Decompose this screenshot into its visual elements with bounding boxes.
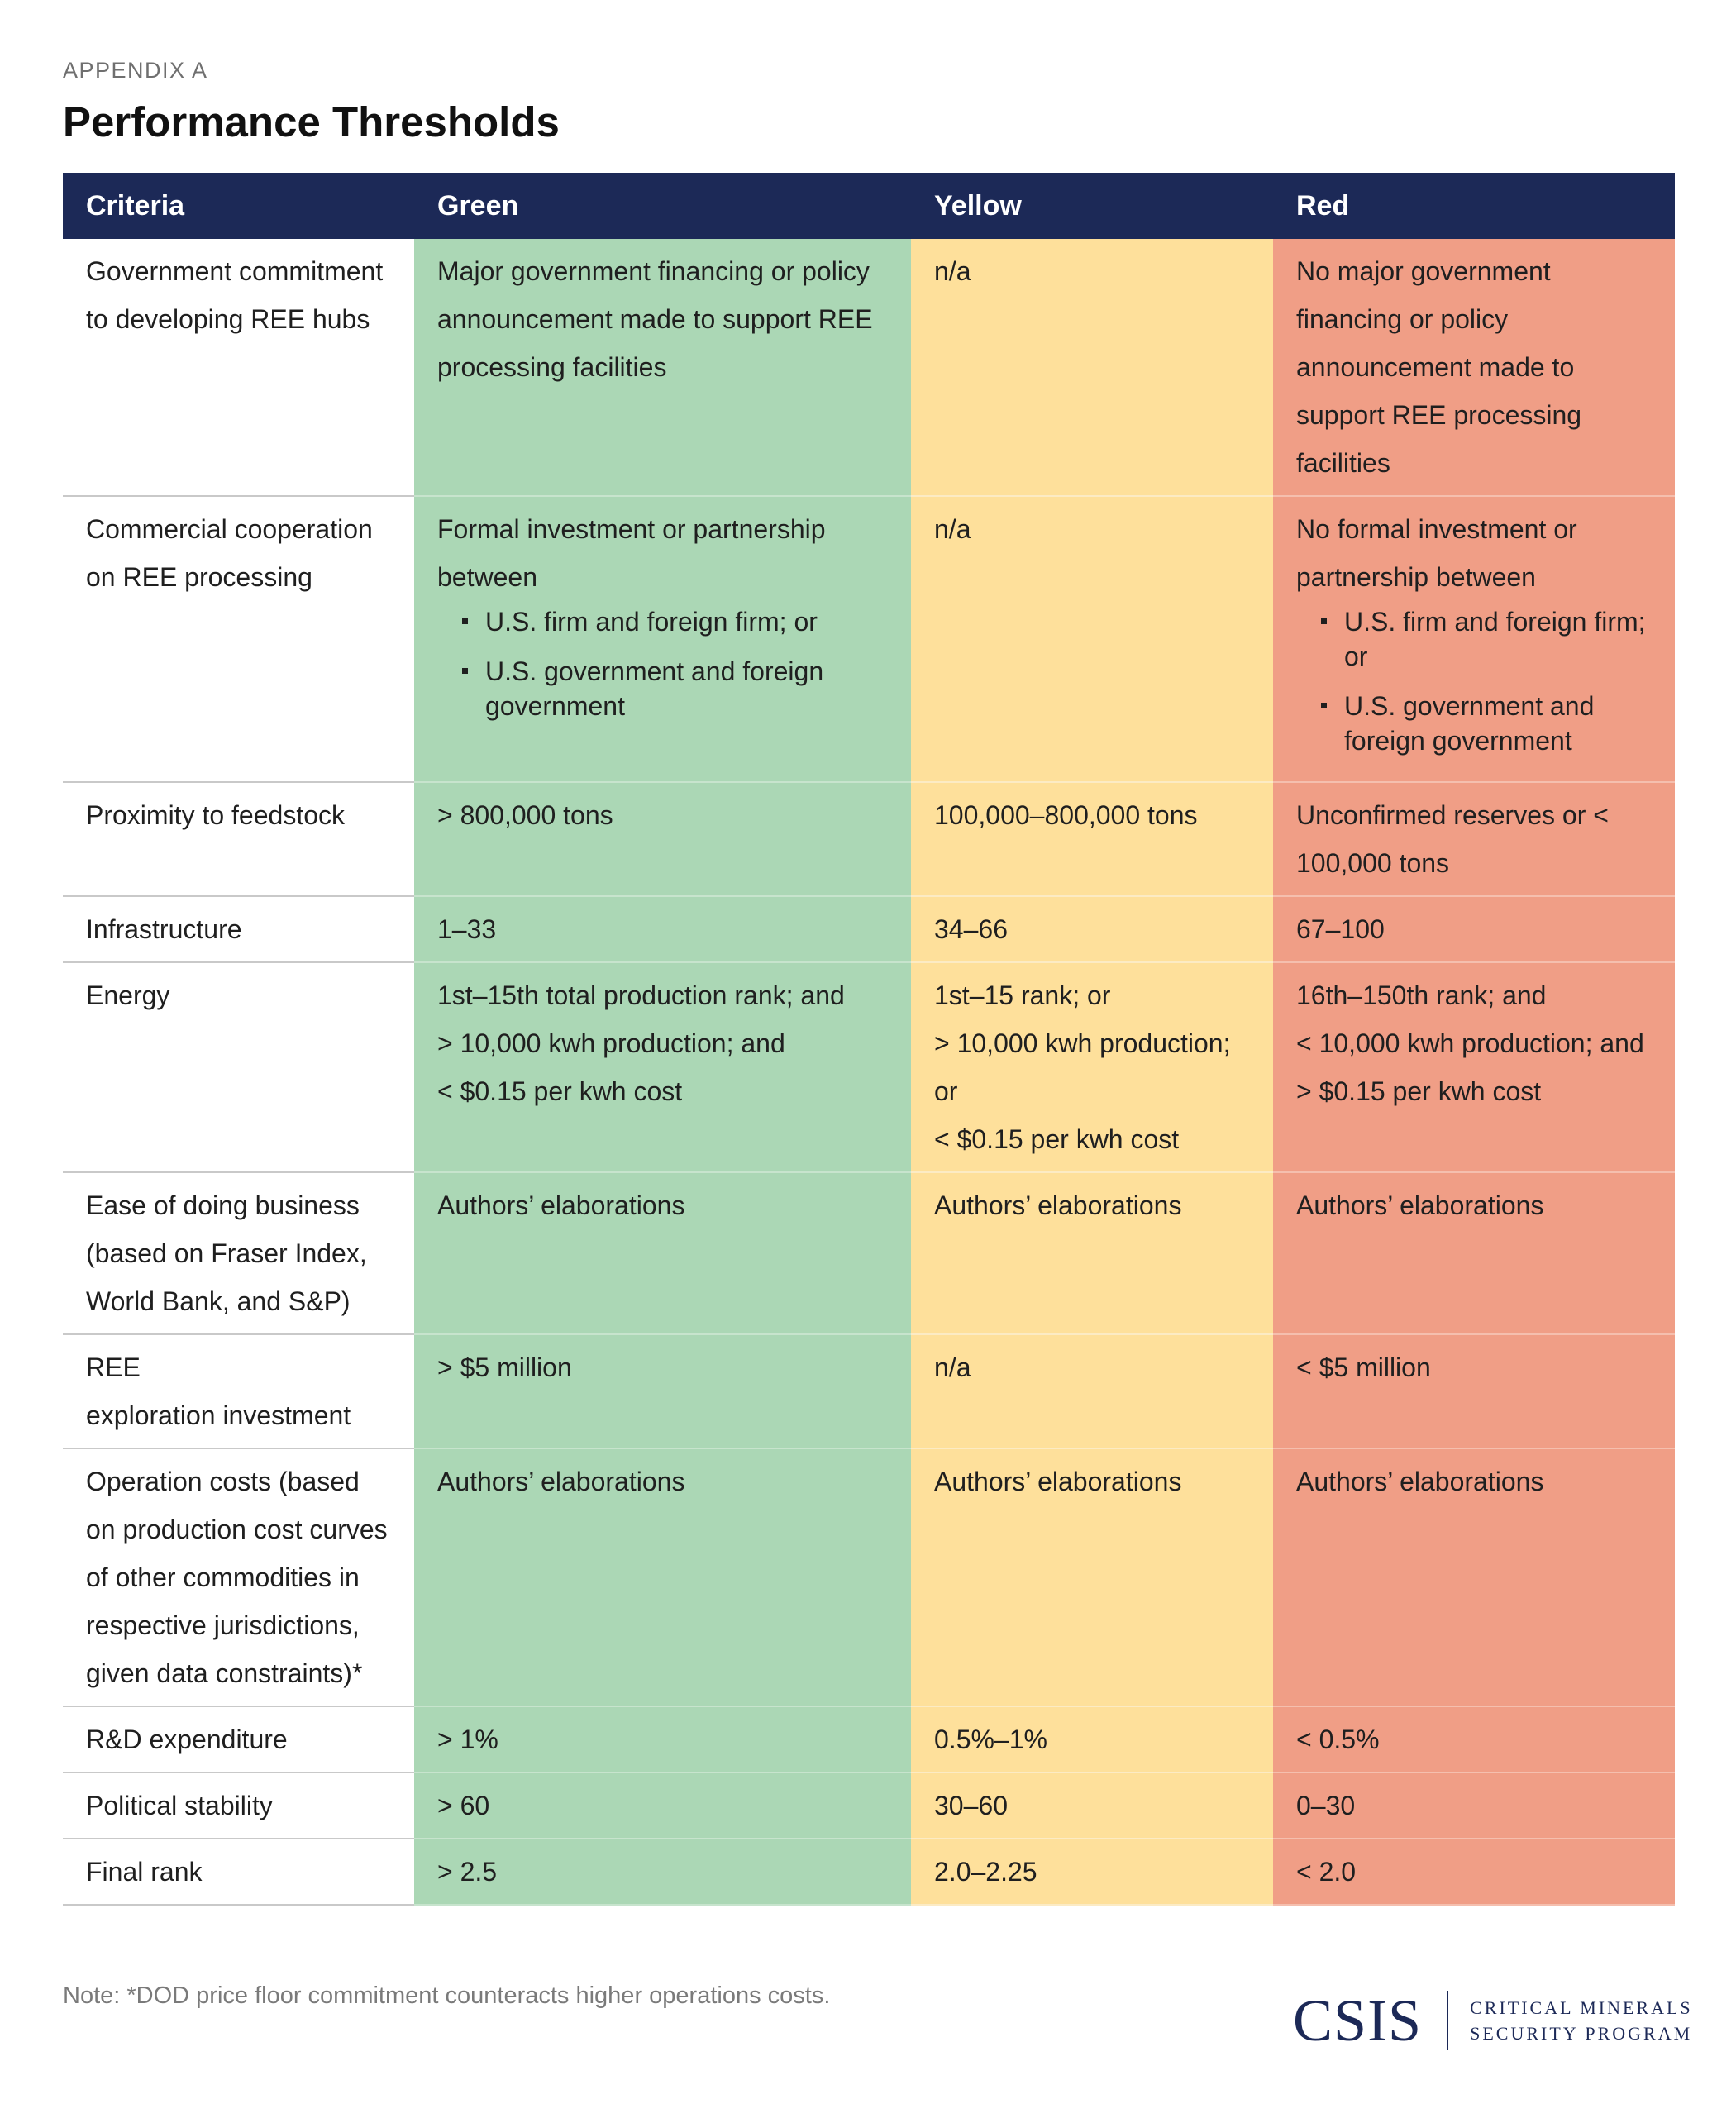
green-cell-text: Formal investment or partnership between: [437, 514, 826, 592]
yellow-cell: n/a: [911, 496, 1273, 782]
red-bullet-list: [1296, 604, 1652, 758]
column-header-yellow: Yellow: [911, 173, 1273, 239]
page-title: Performance Thresholds: [63, 98, 560, 146]
column-header-red: Red: [1273, 173, 1675, 239]
table-row: [63, 1772, 1675, 1839]
bullet-item: U.S. government and foreign government: [462, 654, 888, 723]
yellow-cell: Authors’ elaborations: [911, 1448, 1273, 1706]
red-line: > $0.15 per kwh cost: [1296, 1076, 1542, 1106]
appendix-label: APPENDIX A: [63, 58, 208, 83]
red-cell: Unconfirmed reserves or < 100,000 tons: [1273, 782, 1675, 896]
table-header-row: [63, 173, 1675, 239]
criteria-cell: [63, 1334, 414, 1448]
red-cell: < 0.5%: [1273, 1706, 1675, 1772]
red-cell: Authors’ elaborations: [1273, 1172, 1675, 1334]
table-row: [63, 962, 1675, 1172]
column-header-green: Green: [414, 173, 911, 239]
criteria-cell: Infrastructure: [63, 896, 414, 962]
green-cell: > 60: [414, 1772, 911, 1839]
green-cell: > 800,000 tons: [414, 782, 911, 896]
green-line: 1st–15th total production rank; and: [437, 980, 845, 1010]
bullet-item: U.S. firm and foreign firm; or: [462, 604, 888, 639]
yellow-cell: Authors’ elaborations: [911, 1172, 1273, 1334]
table-row: [63, 1706, 1675, 1772]
criteria-cell: Final rank: [63, 1839, 414, 1905]
green-bullet-list: [437, 604, 888, 723]
yellow-cell: 34–66: [911, 896, 1273, 962]
green-cell: Major government financing or policy announcement made to support REE processing facilities: [414, 239, 911, 496]
red-line: 16th–150th rank; and: [1296, 980, 1547, 1010]
red-cell: 67–100: [1273, 896, 1675, 962]
red-cell: No major government financing or policy announcement made to support REE processing facilities: [1273, 239, 1675, 496]
table-row: [63, 496, 1675, 782]
bullet-item: U.S. firm and foreign firm; or: [1321, 604, 1652, 674]
column-header-criteria: Criteria: [63, 173, 414, 239]
criteria-cell: Operation costs (based on production cost curves of other commodities in respective jurisdictions, given data constraints)*: [63, 1448, 414, 1706]
green-line: < $0.15 per kwh cost: [437, 1076, 683, 1106]
red-cell: < $5 million: [1273, 1334, 1675, 1448]
criteria-cell: Energy: [63, 962, 414, 1172]
green-line: > 10,000 kwh production; and: [437, 1028, 785, 1058]
yellow-cell: [911, 962, 1273, 1172]
yellow-cell: 100,000–800,000 tons: [911, 782, 1273, 896]
footnote: Note: *DOD price floor commitment counteracts higher operations costs.: [63, 1982, 831, 2009]
green-cell: [414, 496, 911, 782]
bullet-item: U.S. government and foreign government: [1321, 689, 1652, 758]
yellow-cell: n/a: [911, 239, 1273, 496]
criteria-cell: Ease of doing business (based on Fraser Index, World Bank, and S&P): [63, 1172, 414, 1334]
table-row: [63, 1839, 1675, 1905]
program-name: [1470, 1995, 1693, 2046]
green-cell: > $5 million: [414, 1334, 911, 1448]
table-row: [63, 782, 1675, 896]
green-cell: 1–33: [414, 896, 911, 962]
red-line: < 10,000 kwh production; and: [1296, 1028, 1644, 1058]
program-name-line: CRITICAL MINERALS: [1470, 1997, 1693, 2018]
table-row: [63, 1172, 1675, 1334]
criteria-cell: R&D expenditure: [63, 1706, 414, 1772]
criteria-cell: Government commitment to developing REE hubs: [63, 239, 414, 496]
red-cell: Authors’ elaborations: [1273, 1448, 1675, 1706]
criteria-line: exploration investment: [86, 1400, 351, 1430]
green-cell: > 1%: [414, 1706, 911, 1772]
table-row: [63, 896, 1675, 962]
table-row: [63, 1448, 1675, 1706]
criteria-cell: Commercial cooperation on REE processing: [63, 496, 414, 782]
green-cell: [414, 962, 911, 1172]
table-row: [63, 239, 1675, 496]
green-cell: Authors’ elaborations: [414, 1448, 911, 1706]
table-row: [63, 1334, 1675, 1448]
yellow-cell: 0.5%–1%: [911, 1706, 1273, 1772]
yellow-cell: 2.0–2.25: [911, 1839, 1273, 1905]
yellow-cell: n/a: [911, 1334, 1273, 1448]
logo-divider: [1447, 1991, 1448, 2050]
yellow-cell: 30–60: [911, 1772, 1273, 1839]
yellow-line: < $0.15 per kwh cost: [934, 1124, 1180, 1154]
criteria-cell: Political stability: [63, 1772, 414, 1839]
red-cell: [1273, 962, 1675, 1172]
criteria-cell: Proximity to feedstock: [63, 782, 414, 896]
program-name-line: SECURITY PROGRAM: [1470, 2023, 1693, 2044]
yellow-line: > 10,000 kwh production; or: [934, 1028, 1231, 1106]
red-cell-text: No formal investment or partnership between: [1296, 514, 1577, 592]
csis-logo: [1293, 1989, 1693, 2052]
performance-thresholds-table: [63, 173, 1675, 1906]
criteria-line: REE: [86, 1353, 141, 1382]
green-cell: Authors’ elaborations: [414, 1172, 911, 1334]
red-cell: 0–30: [1273, 1772, 1675, 1839]
csis-wordmark: CSIS: [1293, 1987, 1423, 2054]
yellow-line: 1st–15 rank; or: [934, 980, 1111, 1010]
red-cell: < 2.0: [1273, 1839, 1675, 1905]
red-cell: [1273, 496, 1675, 782]
green-cell: > 2.5: [414, 1839, 911, 1905]
